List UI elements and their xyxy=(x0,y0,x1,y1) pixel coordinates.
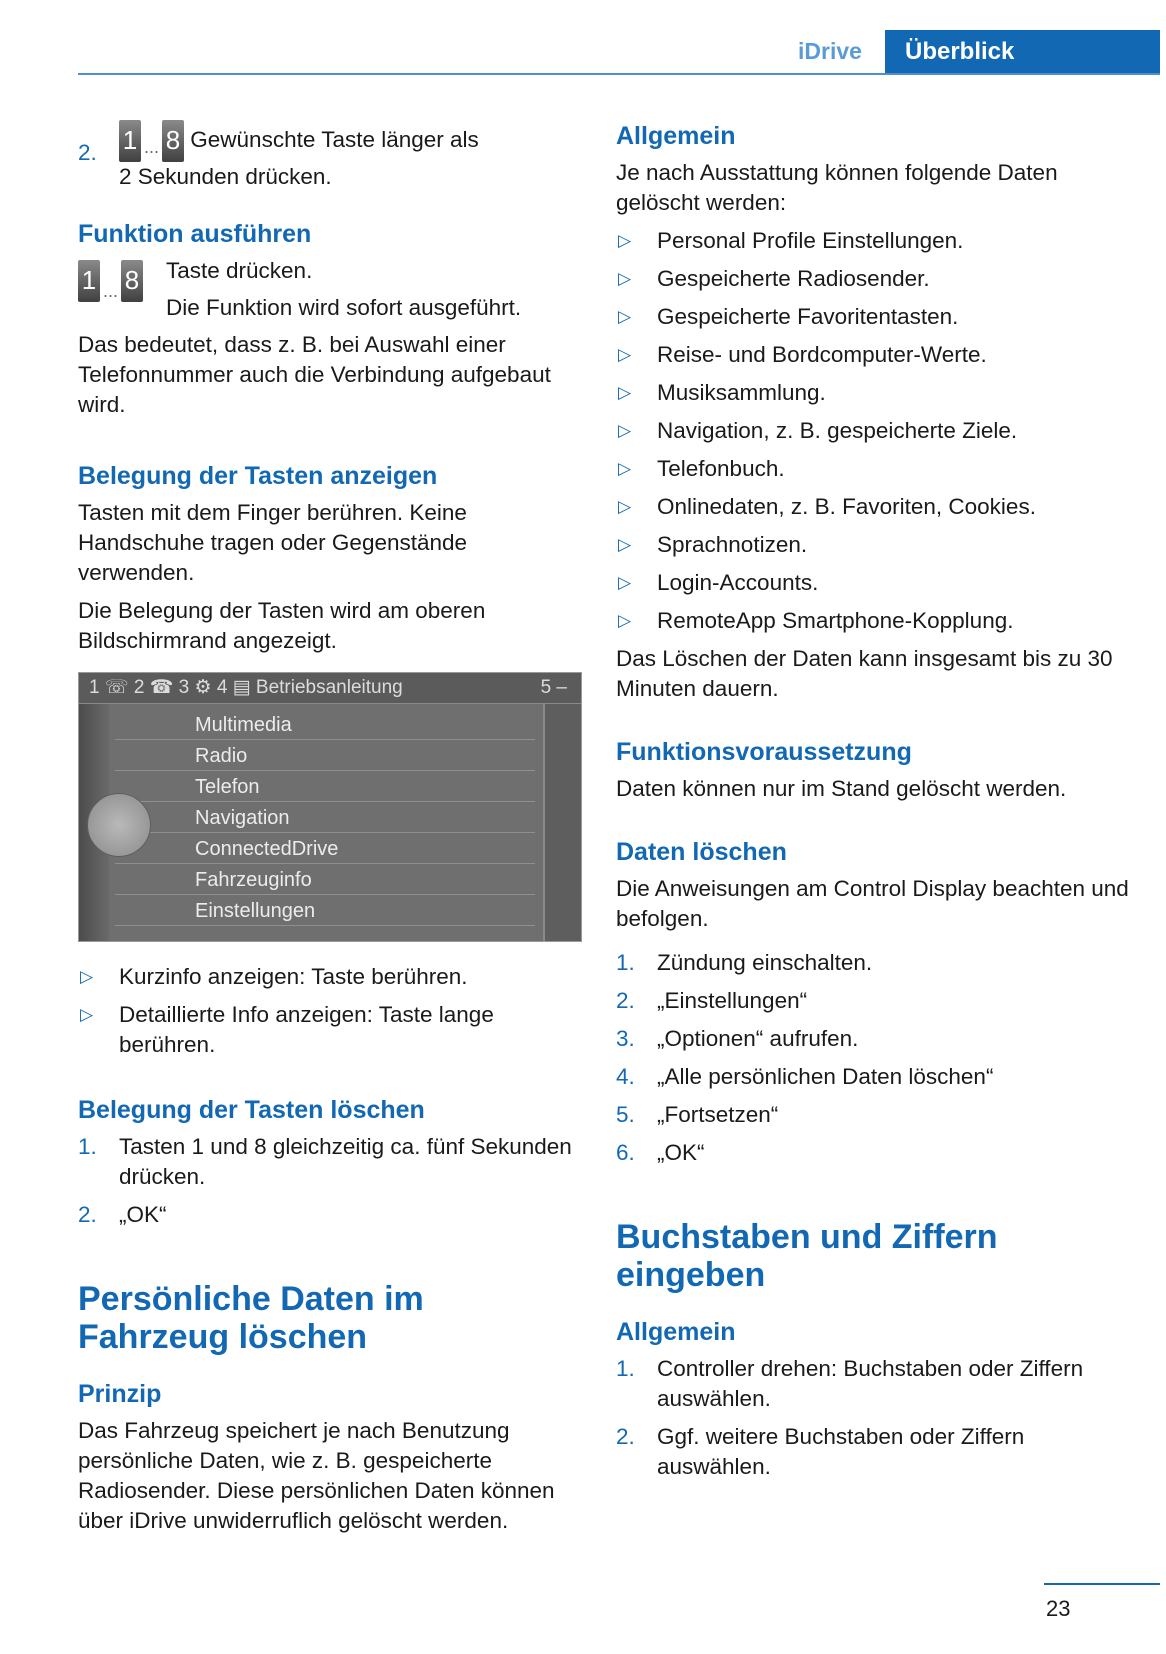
list-item: ▷ Reise- und Bordcomputer-Werte. xyxy=(616,340,1136,370)
list-item: ▷ Onlinedaten, z. B. Favoriten, Cookies. xyxy=(616,492,1136,522)
belegung-p1: Tasten mit dem Finger berühren. Keine Handschuhe tragen oder Gegenstände verwenden. xyxy=(78,500,468,585)
list-item: 2. Ggf. weitere Buchstaben oder Ziffern auswählen. xyxy=(616,1424,1025,1479)
list-item: ▷ Telefonbuch. xyxy=(616,454,1136,484)
belegung-loeschen-steps xyxy=(78,1132,580,1230)
allgemein-bullets xyxy=(616,226,1136,636)
header-tab: Überblick xyxy=(885,30,1160,75)
screen-menu-item: ConnectedDrive xyxy=(115,834,535,864)
heading-voraussetzung: Funktionsvoraussetzung xyxy=(616,738,912,766)
screen-menu-item: Telefon xyxy=(115,772,535,802)
header-section-label: iDrive xyxy=(798,38,862,64)
belegung-bullets xyxy=(78,962,580,1060)
triangle-bullet-icon: ▷ xyxy=(618,383,632,402)
funktion-key-row xyxy=(78,256,580,330)
screen-right-rail xyxy=(543,704,581,941)
heading-allgemein-2: Allgemein xyxy=(616,1318,736,1346)
triangle-bullet-icon: ▷ xyxy=(618,269,632,288)
screen-menu-item: Radio xyxy=(115,741,535,771)
triangle-bullet-icon: ▷ xyxy=(618,535,632,554)
triangle-bullet-icon: ▷ xyxy=(80,967,94,986)
list-item: ▷ Personal Profile Einstellungen. xyxy=(616,226,1136,256)
step-2-key-hold xyxy=(78,120,580,192)
favorite-keys-icon: 1 ... 8 xyxy=(119,120,184,162)
left-column xyxy=(78,120,580,1544)
buchstaben-steps xyxy=(616,1354,1136,1482)
triangle-bullet-icon: ▷ xyxy=(618,459,632,478)
list-item: 5. „Fortsetzen“ xyxy=(616,1102,779,1127)
header-rule xyxy=(78,73,1160,75)
heading-daten-loeschen: Daten löschen xyxy=(616,838,787,866)
list-item: ▷ Sprachnotizen. xyxy=(616,530,1136,560)
step-text-cont: 2 Sekunden drücken. xyxy=(119,164,332,189)
voraussetzung-body: Daten können nur im Stand gelöscht werden. xyxy=(616,776,1067,801)
heading-persoenliche-daten: Persönliche Daten im Fahrzeug löschen xyxy=(78,1280,424,1356)
heading-prinzip: Prinzip xyxy=(78,1380,162,1408)
list-item: ▷ Kurzinfo anzeigen: Taste berühren. xyxy=(78,962,580,992)
right-column xyxy=(616,120,1136,1490)
list-item: ▷ Detaillierte Info anzeigen: Taste lange berühren. xyxy=(80,1002,494,1057)
favorite-keys-icon: 1 ... 8 xyxy=(78,260,143,302)
triangle-bullet-icon: ▷ xyxy=(618,345,632,364)
list-item: 3. „Optionen“ aufrufen. xyxy=(616,1026,859,1051)
loeschen-body: Die Anweisungen am Control Display beachten und befolgen. xyxy=(616,876,1129,931)
allgemein-intro: Je nach Ausstattung können folgende Daten gelöscht werden: xyxy=(616,160,1058,215)
heading-belegung-anzeigen: Belegung der Tasten anzeigen xyxy=(78,462,438,490)
list-item: 2. „OK“ xyxy=(78,1202,167,1227)
screen-menu-item: Einstellungen xyxy=(115,896,535,926)
belegung-p2: Die Belegung der Tasten wird am oberen Bildschirmrand angezeigt. xyxy=(78,598,486,653)
list-item: 1. Controller drehen: Buchstaben oder Ziffern auswählen. xyxy=(616,1356,1084,1411)
list-item: ▷ Navigation, z. B. gespeicherte Ziele. xyxy=(616,416,1136,446)
list-item: 4. „Alle persönlichen Daten löschen“ xyxy=(616,1064,994,1089)
triangle-bullet-icon: ▷ xyxy=(618,231,632,250)
heading-belegung-loeschen: Belegung der Tasten löschen xyxy=(78,1096,425,1124)
funktion-line2: Die Funktion wird sofort ausgeführt. xyxy=(166,295,522,320)
list-item: 6. „OK“ xyxy=(616,1140,705,1165)
prinzip-body: Das Fahrzeug speichert je nach Benutzung persönliche Daten, wie z. B. gespeicherte Radiosender. Diese persönlichen Daten können über iDrive unwiderruflich gelöscht werden. xyxy=(78,1418,555,1533)
screen-menu-item: Fahrzeuginfo xyxy=(115,865,535,895)
list-item: ▷ Gespeicherte Favoritentasten. xyxy=(616,302,1136,332)
allgemein-outro: Das Löschen der Daten kann insgesamt bis zu 30 Minuten dauern. xyxy=(616,646,1113,701)
triangle-bullet-icon: ▷ xyxy=(618,573,632,592)
triangle-bullet-icon: ▷ xyxy=(618,307,632,326)
screen-menu-item: Navigation xyxy=(115,803,535,833)
step-text: Gewünschte Taste länger als xyxy=(190,126,479,152)
screen-topbar-right: 5 – xyxy=(540,677,567,698)
screen-topbar: 1 ☏ 2 ☎ 3 ⚙ 4 ▤ Betriebsanleitung 5 – xyxy=(79,673,581,704)
triangle-bullet-icon: ▷ xyxy=(80,1005,94,1024)
footer-rule xyxy=(1044,1583,1160,1585)
controller-knob-icon xyxy=(87,793,151,857)
list-item: ▷ Musiksammlung. xyxy=(616,378,1136,408)
list-item: 1. Tasten 1 und 8 gleichzeitig ca. fünf Sekunden drücken. xyxy=(78,1134,572,1189)
list-item: ▷ RemoteApp Smartphone-Kopplung. xyxy=(616,606,1136,636)
triangle-bullet-icon: ▷ xyxy=(618,611,632,630)
list-item: 2. „Einstellungen“ xyxy=(616,988,808,1013)
list-item: ▷ Login-Accounts. xyxy=(616,568,1136,598)
step-number: 2. xyxy=(78,140,97,165)
heading-funktion: Funktion ausführen xyxy=(78,220,312,248)
control-display-screenshot xyxy=(78,672,582,942)
heading-buchstaben: Buchstaben und Ziffern eingeben xyxy=(616,1218,998,1294)
triangle-bullet-icon: ▷ xyxy=(618,421,632,440)
loeschen-steps xyxy=(616,948,1136,1168)
list-item: ▷ Gespeicherte Radiosender. xyxy=(616,264,1136,294)
list-item: 1. Zündung einschalten. xyxy=(616,950,873,975)
triangle-bullet-icon: ▷ xyxy=(618,497,632,516)
heading-allgemein: Allgemein xyxy=(616,122,736,150)
page-number: 23 xyxy=(1046,1596,1071,1621)
funktion-line1: Taste drücken. xyxy=(166,258,313,283)
funktion-body: Das bedeutet, dass z. B. bei Auswahl einer Telefonnummer auch die Verbindung aufgebaut wird. xyxy=(78,332,551,417)
screen-menu-item: Multimedia xyxy=(115,710,535,740)
